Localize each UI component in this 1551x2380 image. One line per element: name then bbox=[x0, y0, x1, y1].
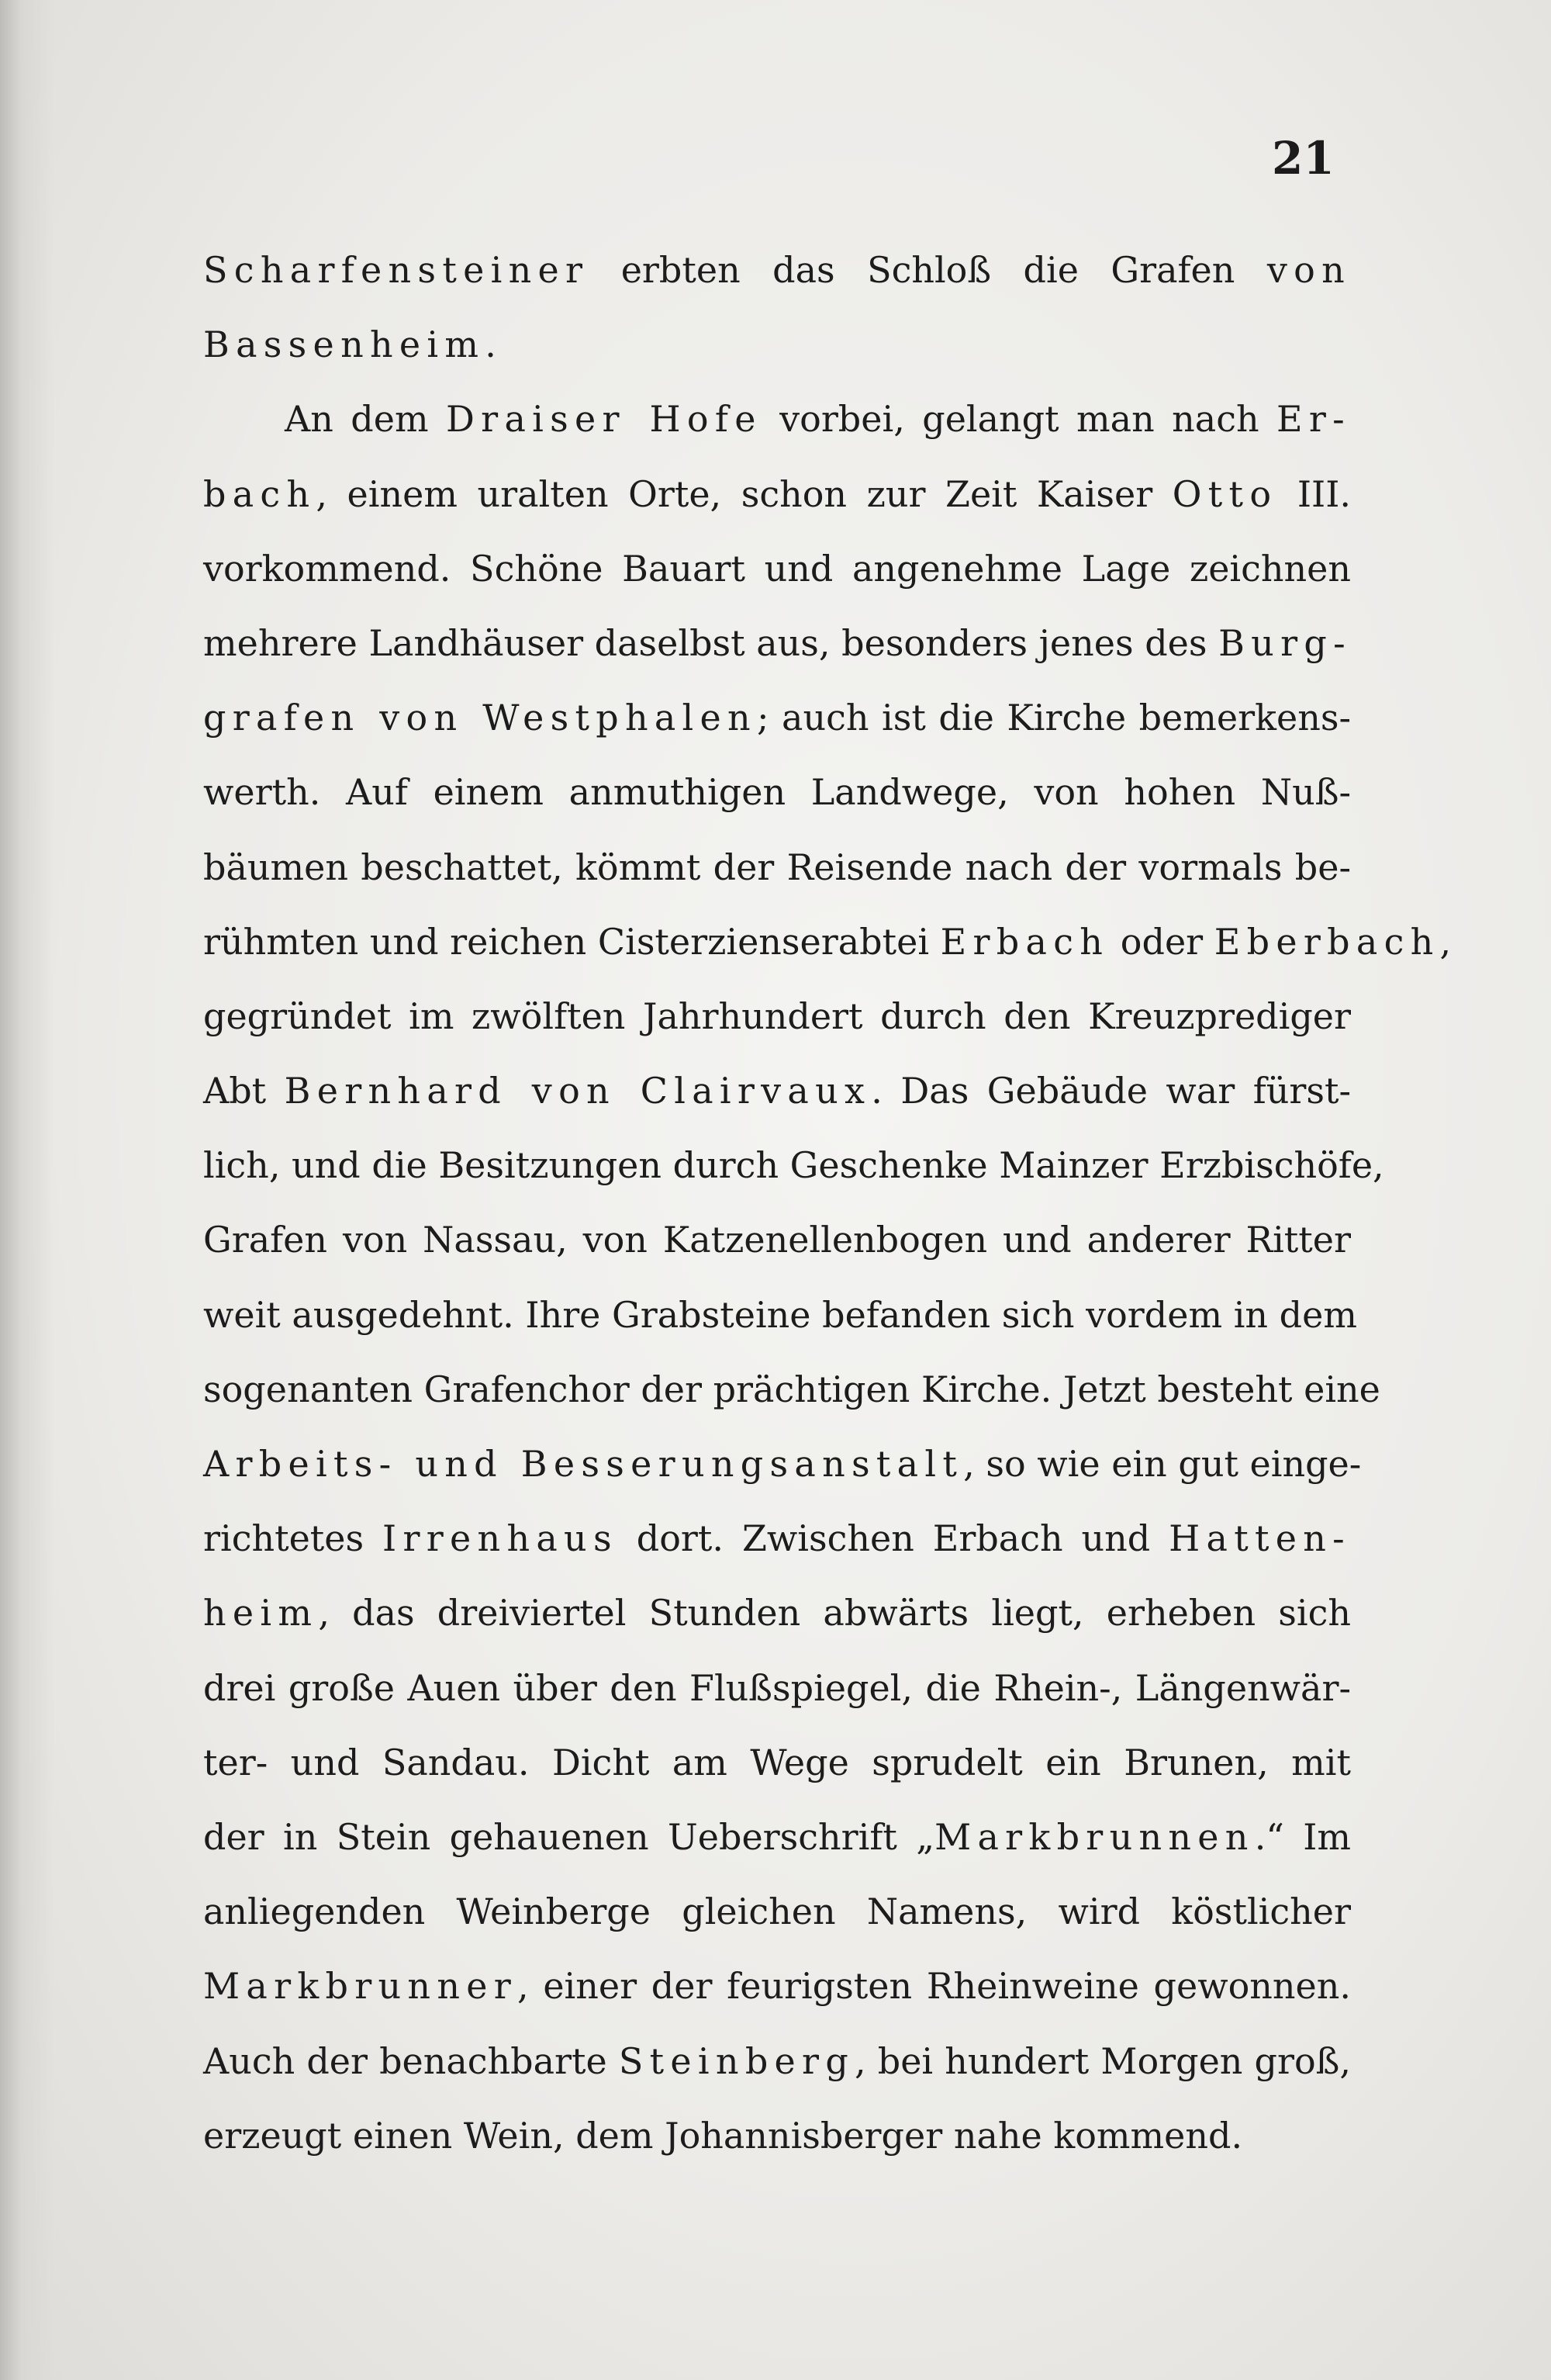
text-line bbox=[203, 830, 1351, 905]
text-line bbox=[203, 905, 1452, 979]
spaced-text-segment: Otto bbox=[1172, 472, 1278, 515]
spaced-text-segment: heim bbox=[203, 1592, 319, 1635]
text-line bbox=[203, 382, 1351, 456]
spaced-text-segment: Bernhard von Clairvaux bbox=[284, 1070, 872, 1112]
text-segment: bäumen beschattet, kömmt der Reisende nach der vormals be- bbox=[203, 846, 1351, 888]
text-segment: vorkommend. Schöne Bauart und angenehme Lage zeichnen bbox=[203, 547, 1351, 590]
text-line bbox=[203, 1800, 1351, 1874]
text-segment: erzeugt einen Wein, dem Johannisberger nahe kommend. bbox=[203, 2114, 1243, 2157]
text-segment: oder bbox=[1109, 920, 1214, 963]
text-segment: , das dreiviertel Stunden abwärts liegt, erheben sich bbox=[318, 1592, 1351, 1635]
text-segment: ; auch ist die Kirche bemerkens- bbox=[756, 697, 1351, 739]
text-line bbox=[203, 1576, 1351, 1650]
text-line bbox=[203, 606, 1351, 680]
text-segment: rühmten und reichen Cisterzienserabtei bbox=[203, 920, 941, 963]
text-segment: , bbox=[1439, 920, 1452, 963]
text-segment: ter- und Sandau. Dicht am Wege sprudelt ein Brunen, mit bbox=[203, 1741, 1351, 1783]
text-line bbox=[203, 680, 1351, 755]
spaced-text-segment: Hatten- bbox=[1169, 1517, 1352, 1560]
text-line bbox=[203, 2098, 1351, 2173]
text-segment: werth. Auf einem anmuthigen Landwege, von hohen Nuß- bbox=[203, 771, 1351, 814]
text-line bbox=[203, 1278, 1357, 1352]
text-segment: An dem bbox=[285, 398, 447, 441]
spaced-text-segment: Markbrunner bbox=[203, 1965, 517, 2008]
text-line bbox=[203, 979, 1351, 1053]
page-gutter-shadow bbox=[0, 0, 54, 2380]
spaced-text-segment: Erbach bbox=[940, 920, 1110, 963]
text-segment: III. bbox=[1277, 472, 1351, 515]
text-segment: dort. Zwischen Erbach und bbox=[617, 1517, 1169, 1560]
text-line bbox=[203, 1427, 1362, 1501]
text-segment: . Das Gebäude war fürst- bbox=[871, 1070, 1351, 1112]
text-segment: lich, und die Besitzungen durch Geschenke Mainzer Erzbischöfe, bbox=[203, 1144, 1384, 1187]
text-line bbox=[203, 1874, 1351, 1949]
text-line bbox=[203, 2024, 1351, 2098]
text-line bbox=[203, 1352, 1380, 1427]
spaced-text-segment: Markbrunnen bbox=[934, 1815, 1255, 1858]
text-segment: gegründet im zwölften Jahrhundert durch den Kreuzprediger bbox=[203, 995, 1351, 1037]
spaced-text-segment: Steinberg bbox=[618, 2039, 855, 2082]
spaced-text-segment: bach bbox=[203, 472, 316, 515]
spaced-text-segment: Scharfensteiner bbox=[203, 249, 589, 291]
text-line bbox=[203, 1725, 1351, 1800]
text-line bbox=[203, 1128, 1384, 1202]
text-segment: sogenanten Grafenchor der prächtigen Kirche. Jetzt besteht eine bbox=[203, 1368, 1380, 1410]
text-segment: , bei hundert Morgen groß, bbox=[855, 2039, 1352, 2082]
text-segment: .“ Im bbox=[1254, 1815, 1351, 1858]
text-segment: , einer der feurigsten Rheinweine gewonnen. bbox=[517, 1965, 1351, 2008]
text-segment: . bbox=[485, 323, 496, 366]
text-segment: weit ausgedehnt. Ihre Grabsteine befanden sich vordem in dem bbox=[203, 1293, 1357, 1336]
text-segment: richtetes bbox=[203, 1517, 383, 1560]
text-segment: , so wie ein gut einge- bbox=[963, 1443, 1362, 1485]
text-line bbox=[203, 457, 1351, 531]
spaced-text-segment: Irrenhaus bbox=[382, 1517, 618, 1560]
text-segment: Grafen von Nassau, von Katzenellenbogen und anderer Ritter bbox=[203, 1219, 1351, 1261]
text-segment: , einem uralten Orte, schon zur Zeit Kaiser bbox=[316, 472, 1173, 515]
text-segment: anliegenden Weinberge gleichen Namens, wird köstlicher bbox=[203, 1891, 1351, 1933]
spaced-text-segment: Draiser Hofe bbox=[446, 398, 762, 441]
text-line bbox=[203, 1501, 1351, 1576]
text-line bbox=[203, 1949, 1351, 2023]
spaced-text-segment: Er- bbox=[1276, 398, 1351, 441]
page-number: 21 bbox=[1272, 132, 1335, 185]
spaced-text-segment: Burg- bbox=[1218, 621, 1352, 664]
text-segment: mehrere Landhäuser daselbst aus, besonders jenes des bbox=[203, 621, 1219, 664]
text-line bbox=[203, 1651, 1351, 1725]
spaced-text-segment: Arbeits- und Besserungsanstalt bbox=[203, 1443, 964, 1485]
text-segment: Auch der benachbarte bbox=[203, 2039, 619, 2082]
text-segment: vorbei, gelangt man nach bbox=[762, 398, 1277, 441]
text-line bbox=[203, 233, 1351, 307]
text-line bbox=[203, 307, 1351, 382]
text-segment: Abt bbox=[203, 1070, 285, 1112]
body-text bbox=[203, 233, 1452, 2173]
text-segment: erbten das Schloß die Grafen bbox=[589, 249, 1267, 291]
spaced-text-segment: Eberbach bbox=[1214, 920, 1440, 963]
spaced-text-segment: Bassenheim bbox=[203, 323, 485, 366]
text-line bbox=[203, 531, 1351, 606]
text-segment: der in Stein gehauenen Ueberschrift „ bbox=[203, 1815, 935, 1858]
text-line bbox=[203, 1053, 1351, 1128]
text-line bbox=[203, 755, 1351, 829]
spaced-text-segment: grafen von Westphalen bbox=[203, 697, 757, 739]
spaced-text-segment: von bbox=[1266, 249, 1351, 291]
text-line bbox=[203, 1202, 1351, 1277]
text-segment: drei große Auen über den Flußspiegel, die Rhein-, Längenwär- bbox=[203, 1666, 1351, 1709]
